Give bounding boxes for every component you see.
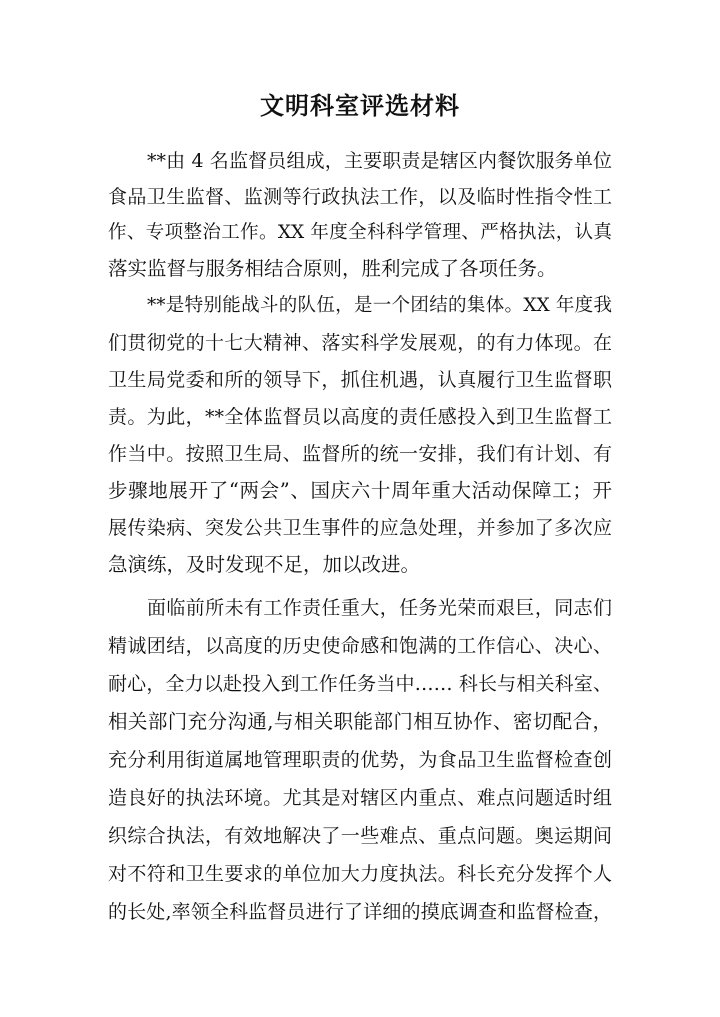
paragraph-3-line-7: 织综合执法，有效地解决了一些难点、重点问题。奥运期间 (108, 825, 612, 847)
paragraph-3-line-1: 面临前所未有工作责任重大，任务光荣而艰巨，同志们 (147, 597, 612, 619)
paragraph-3-line-2: 精诚团结，以高度的历史使命感和饱满的工作信心、决心、 (108, 635, 612, 657)
paragraph-3-line-4: 相关部门充分沟通,与相关职能部门相互协作、密切配合， (108, 710, 612, 733)
paragraph-1-line-4: 落实监督与服务相结合原则，胜利完成了各项任务。 (108, 257, 557, 280)
paragraph-1-line-1: **由 4 名监督员组成，主要职责是辖区内餐饮服务单位 (147, 150, 612, 172)
paragraph-2-line-5: 作当中。按照卫生局、监督所的统一安排，我们有计划、有 (108, 443, 612, 465)
paragraph-2-line-6: 步骤地展开了“两会”、国庆六十周年重大活动保障工；开 (108, 479, 612, 502)
paragraph-3-line-9: 的长处,率领全科监督员进行了详细的摸底调查和监督检查， (108, 901, 612, 923)
paragraph-2-line-7: 展传染病、突发公共卫生事件的应急处理，并参加了多次应 (108, 517, 612, 539)
paragraph-1-line-2: 食品卫生监督、监测等行政执法工作，以及临时性指令性工 (108, 186, 612, 208)
paragraph-2-line-3: 卫生局党委和所的领导下，抓住机遇，认真履行卫生监督职 (108, 369, 612, 391)
document-title: 文明科室评选材料 (260, 92, 460, 120)
paragraph-2-line-2: 们贯彻党的十七大精神、落实科学发展观，的有力体现。在 (108, 332, 612, 354)
paragraph-3-line-3: 耐心，全力以赴投入到工作任务当中…… 科长与相关科室、 (108, 673, 612, 695)
paragraph-2-line-4: 责。为此，**全体监督员以高度的责任感投入到卫生监督工 (108, 406, 612, 428)
paragraph-3-line-8: 对不符和卫生要求的单位加大力度执法。科长充分发挥个人 (108, 863, 612, 885)
paragraph-1-line-3: 作、专项整治工作。XX 年度全科科学管理、严格执法，认真 (108, 222, 612, 243)
paragraph-2-line-8: 急演练，及时发现不足，加以改进。 (108, 553, 421, 576)
paragraph-2-line-1: **是特别能战斗的队伍，是一个团结的集体。XX 年度我 (147, 295, 612, 316)
paragraph-3-line-5: 充分利用街道属地管理职责的优势，为食品卫生监督检查创 (108, 749, 612, 771)
paragraph-3-line-6: 造良好的执法环境。尤其是对辖区内重点、难点问题适时组 (108, 787, 612, 809)
